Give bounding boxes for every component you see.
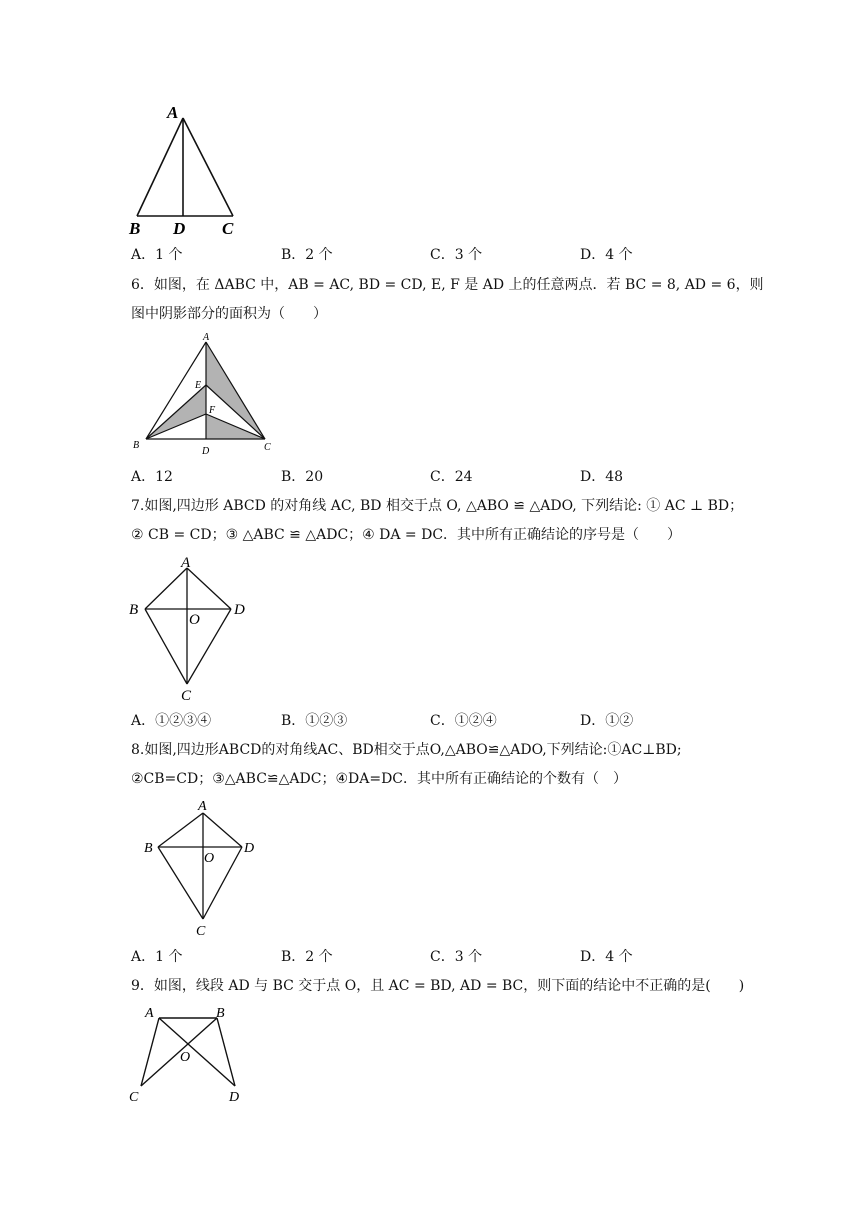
q7-option-b: B．①②③ xyxy=(281,713,348,729)
q5-option-d: D．4 个 xyxy=(580,247,633,263)
q5-label-b: B xyxy=(129,219,141,238)
q8-stem-line2: ②CB=CD；③△ABC≌△ADC；④DA=DC．其中所有正确结论的个数有（ ） xyxy=(131,771,628,787)
q5-figure xyxy=(125,100,255,240)
q9-figure xyxy=(125,1000,260,1110)
q8-figure xyxy=(140,795,265,940)
q7-figure xyxy=(125,552,260,704)
q7-label-o: O xyxy=(189,612,200,628)
q7-label-d: D xyxy=(234,602,245,618)
q9-label-d: D xyxy=(229,1090,240,1105)
q5-label-a: A xyxy=(167,103,179,122)
q7-stem-line2: ② CB = CD；③ △ABC ≌ △ADC；④ DA = DC．其中所有正确结论的序号是（ ） xyxy=(131,527,682,543)
q6-label-b: B xyxy=(133,440,140,451)
q8-option-b: B．2 个 xyxy=(281,949,333,965)
q7-option-a: A．①②③④ xyxy=(131,713,212,729)
q6-option-a: A．12 xyxy=(131,469,173,485)
q8-option-c: C．3 个 xyxy=(430,949,483,965)
q8-option-d: D．4 个 xyxy=(580,949,633,965)
q7-stem-line1: 7.如图,四边形 ABCD 的对角线 AC, BD 相交于点 O, △ABO ≌ △ADO, 下列结论: ① AC ⊥ BD； xyxy=(131,498,744,514)
q8-label-c: C xyxy=(196,924,206,939)
q5-option-c: C．3 个 xyxy=(430,247,483,263)
q7-label-a: A xyxy=(181,555,191,571)
q9-label-c: C xyxy=(129,1090,139,1105)
q6-option-c: C．24 xyxy=(430,469,473,485)
q5-label-c: C xyxy=(222,219,234,238)
q6-stem-line1: 6．如图，在 ΔABC 中，AB = AC, BD = CD, E, F 是 AD 上的任意两点．若 BC = 8, AD = 6，则 xyxy=(131,277,764,293)
q8-option-a: A．1 个 xyxy=(131,949,183,965)
q8-label-o: O xyxy=(204,851,215,866)
q6-option-b: B．20 xyxy=(281,469,324,485)
q7-label-b: B xyxy=(129,602,139,618)
q8-label-b: B xyxy=(144,841,153,856)
q9-label-a: A xyxy=(145,1006,154,1021)
q6-stem-line2: 图中阴影部分的面积为（ ） xyxy=(131,306,327,322)
q8-stem-line1: 8.如图,四边形ABCD的对角线AC、BD相交于点O,△ABO≌△ADO,下列结论:①AC⊥BD; xyxy=(131,742,682,758)
q9-label-o: O xyxy=(180,1050,191,1065)
q7-option-d: D．①② xyxy=(580,713,634,729)
q6-label-d: D xyxy=(202,446,210,457)
q7-option-c: C．①②④ xyxy=(430,713,497,729)
q6-label-a: A xyxy=(203,332,210,343)
q6-figure xyxy=(125,330,285,460)
q8-label-a: A xyxy=(198,799,207,814)
q9-label-b: B xyxy=(216,1006,225,1021)
q5-option-a: A．1 个 xyxy=(131,247,183,263)
q6-label-f: F xyxy=(209,405,216,416)
q5-option-b: B．2 个 xyxy=(281,247,333,263)
q7-label-c: C xyxy=(181,688,192,704)
q9-stem-line1: 9．如图，线段 AD 与 BC 交于点 O，且 AC = BD, AD = BC，则下面的结论中不正确的是( ) xyxy=(131,978,745,994)
q5-label-d: D xyxy=(173,219,186,238)
q8-label-d: D xyxy=(244,841,255,856)
q6-label-e: E xyxy=(195,380,202,391)
q6-option-d: D．48 xyxy=(580,469,624,485)
q6-label-c: C xyxy=(264,442,271,453)
